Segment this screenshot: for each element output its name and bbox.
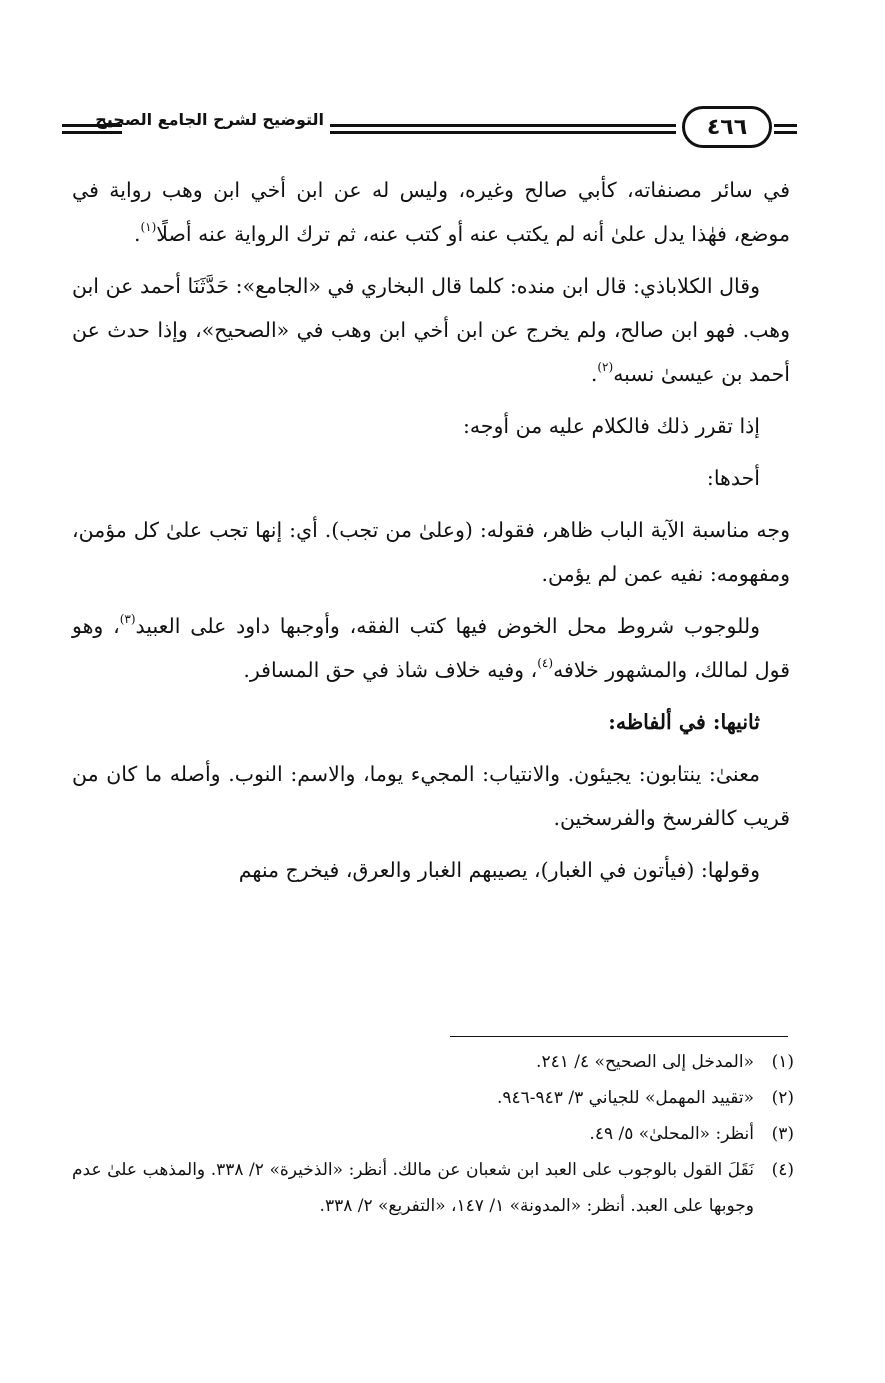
paragraph-text: في سائر مصنفاته، كأبي صالح وغيره، وليس له عن ابن أخي ابن وهب رواية في موضع، فهٰذا يدل علىٰ أنه لم يكتب عنه أو كتب عنه، ثم ترك الرواية عنه أصلًا [72, 178, 790, 246]
footnote-item [72, 1080, 794, 1116]
footnote-text: أنظر: «المحلىٰ» ٥/ ٤٩. [589, 1124, 754, 1144]
paragraph-1 [72, 168, 790, 256]
footnote-item [72, 1116, 794, 1152]
running-title: التوضيح لشرح الجامع الصحيح [95, 110, 324, 129]
header-rule-middle [330, 124, 676, 134]
footnotes [72, 1044, 794, 1224]
paragraph-text: . [133, 222, 141, 246]
footnote-ref[interactable]: (٢) [597, 360, 614, 374]
footnote-item [72, 1152, 794, 1224]
footnote-text: نَقَلَ القول بالوجوب على العبد ابن شعبان عن مالك. أنظر: «الذخيرة» ٢/ ٣٣٨. والمذهب علىٰ عدم وجوبها على العبد. أنظر: «المدونة» ١/ ١٤٧، «التفريع» ٢/ ٣٣٨. [72, 1160, 754, 1216]
footnote-number: (٤) [771, 1160, 794, 1180]
footnote-number: (١) [771, 1052, 794, 1072]
footnote-number: (٣) [771, 1124, 794, 1144]
footnote-item [72, 1044, 794, 1080]
footnote-separator [450, 1036, 788, 1037]
paragraph-text: ، وهو قول لمالك، والمشهور خلافه [72, 614, 790, 682]
body-text [72, 168, 790, 900]
paragraph-text: ، وفيه خلاف شاذ في حق المسافر. [243, 658, 538, 682]
paragraph-5: وجه مناسبة الآية الباب ظاهر، فقوله: (وعلىٰ من تجب). أي: إنها تجب علىٰ كل مؤمن، ومفهومه: نفيه عمن لم يؤمن. [72, 518, 790, 586]
footnote-ref[interactable]: (١) [140, 220, 157, 234]
section-heading: ثانيها: في ألفاظه: [608, 710, 760, 734]
paragraph-text: وقال الكلاباذي: قال ابن منده: كلما قال البخاري في «الجامع»: حَدَّثَنَا أحمد عن ابن وهب. فهو ابن صالح، ولم يخرج عن ابن أخي ابن وهب في «الصحيح»، وإذا حدث عن أحمد بن عيسىٰ نسبه [72, 274, 790, 386]
header-rule-right [774, 124, 797, 134]
footnote-text: «المدخل إلى الصحيح» ٤/ ٢٤١. [536, 1052, 754, 1072]
footnote-ref[interactable]: (٤) [537, 656, 554, 670]
page-header [62, 98, 797, 158]
paragraph-6 [72, 604, 790, 692]
paragraph-3: إذا تقرر ذلك فالكلام عليه من أوجه: [462, 414, 760, 438]
paragraph-text: وللوجوب شروط محل الخوض فيها كتب الفقه، وأوجبها داود على العبيد [135, 614, 760, 638]
footnote-ref[interactable]: (٣) [119, 612, 136, 626]
page-number: ٤٦٦ [682, 106, 772, 148]
paragraph-2 [72, 264, 790, 396]
footnote-text: «تقييد المهمل» للجياني ٣/ ٩٤٣-٩٤٦. [496, 1088, 754, 1108]
paragraph-7: معنىٰ: ينتابون: يجيئون. والانتياب: المجيء يوما، والاسم: النوب. وأصله ما كان من قريب كالفرسخ والفرسخين. [72, 762, 790, 830]
paragraph-4: أحدها: [706, 466, 760, 490]
footnote-number: (٢) [771, 1088, 794, 1108]
paragraph-8: وقولها: (فيأتون في الغبار)، يصيبهم الغبار والعرق، فيخرج منهم [238, 858, 760, 882]
paragraph-text: . [590, 362, 598, 386]
